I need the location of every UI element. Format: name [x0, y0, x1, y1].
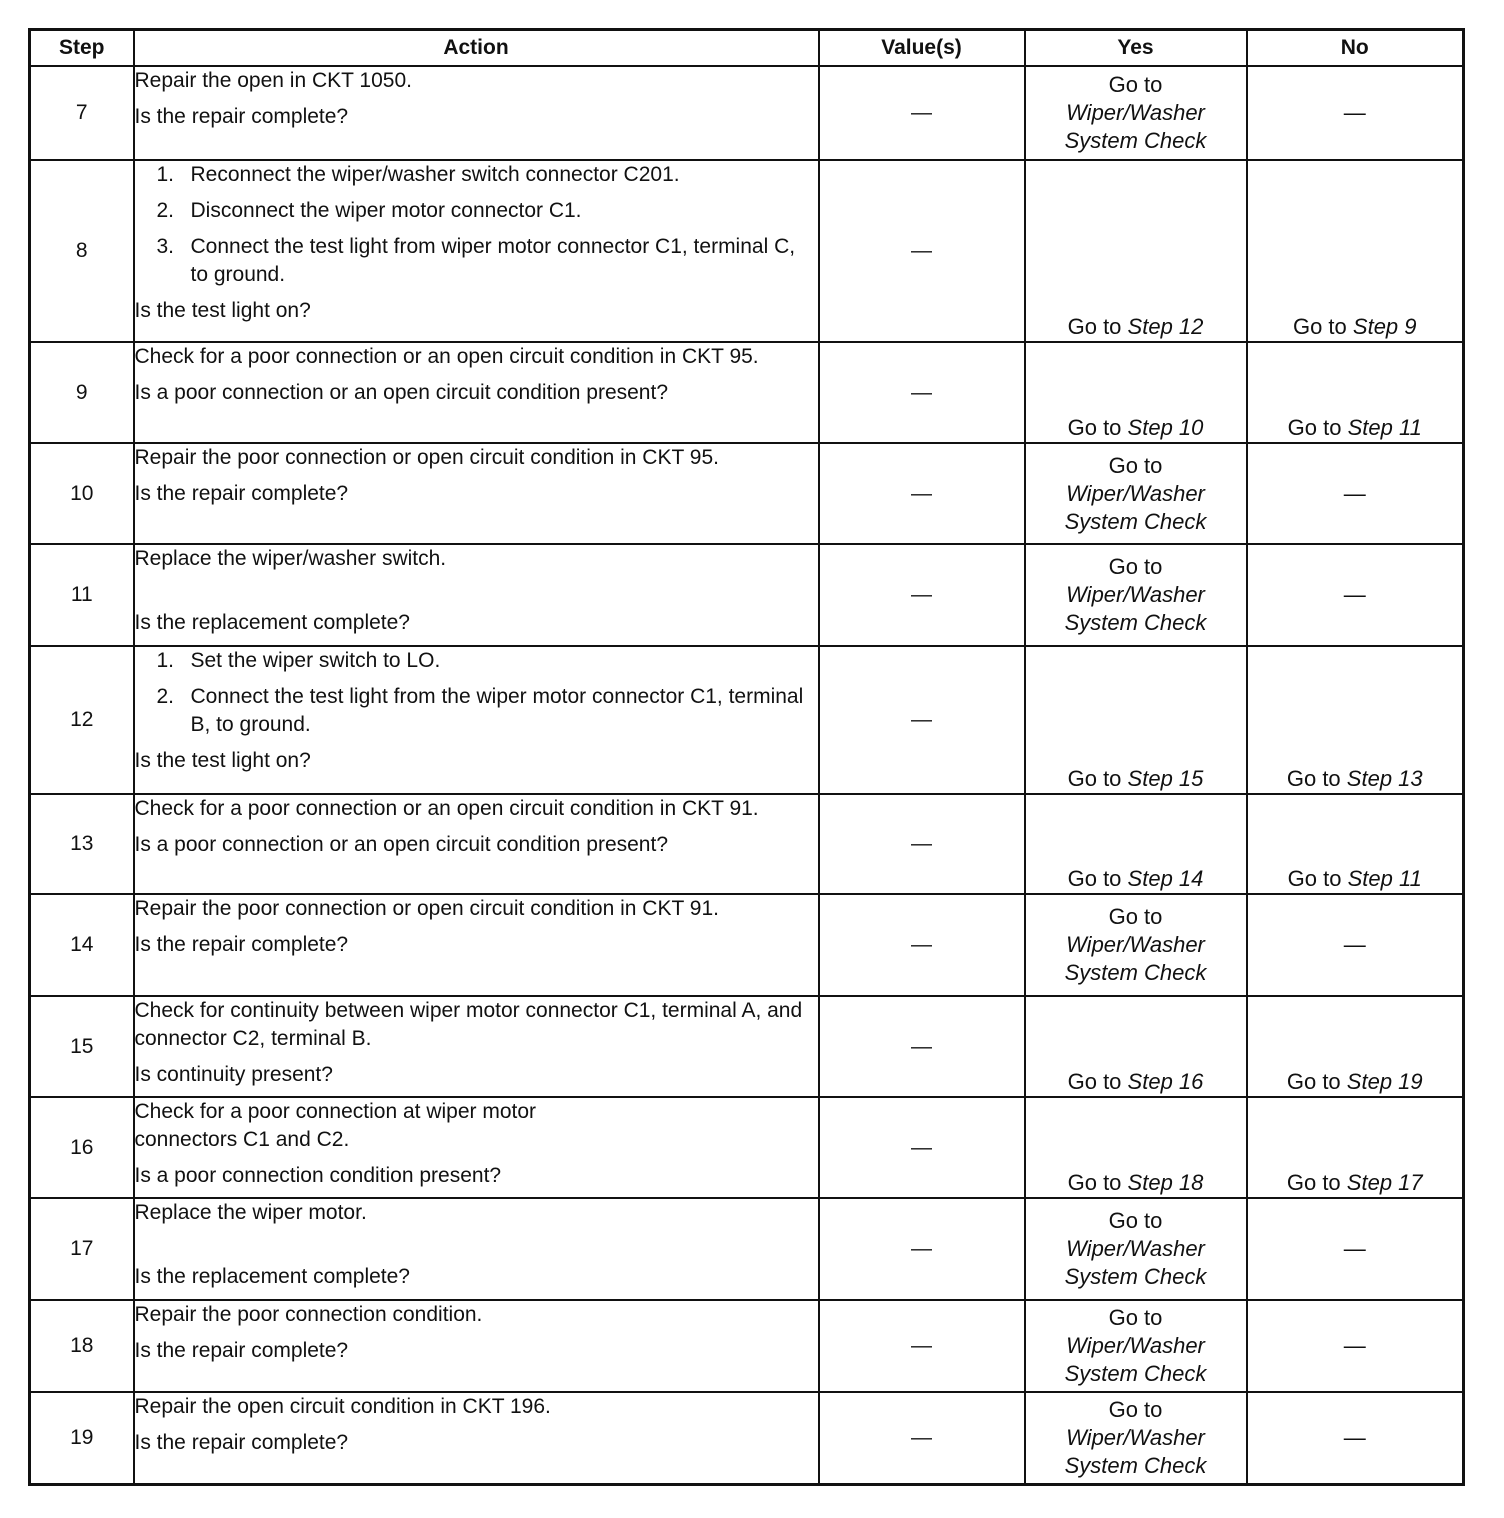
no-cell: [1247, 646, 1464, 794]
header-step: Step: [30, 30, 134, 67]
goto-ref-line1: Wiper/Washer: [1066, 932, 1205, 957]
goto-label: Go to: [1108, 554, 1163, 579]
yes-cell: [1025, 66, 1247, 160]
goto-step: Step 18: [1127, 1170, 1204, 1195]
action-question: Is the test light on?: [134, 299, 311, 322]
action-text: Check for a poor connection at wiper motor connectors C1 and C2.: [134, 1100, 537, 1151]
action-text: Replace the wiper/washer switch.: [134, 547, 447, 570]
no-cell: [1247, 794, 1464, 894]
goto-step: Step 10: [1127, 415, 1204, 440]
yes-cell: [1025, 1097, 1247, 1198]
value-cell: —: [819, 443, 1025, 544]
goto-step: Step 19: [1346, 1069, 1423, 1094]
diagnostic-table: [28, 28, 1465, 1486]
action-text: Repair the poor connection or open circuit condition in CKT 95.: [134, 446, 719, 469]
no-cell: —: [1247, 1392, 1464, 1484]
list-item: 3. Connect the test light from wiper motor connector C1, terminal C, to ground.: [156, 235, 796, 286]
value-cell: —: [819, 66, 1025, 160]
list-item: 1. Set the wiper switch to LO.: [156, 649, 441, 672]
no-cell: —: [1247, 544, 1464, 646]
step-number: 19: [30, 1392, 134, 1484]
goto-label: Go to: [1108, 1208, 1163, 1233]
value-cell: —: [819, 894, 1025, 996]
step-number: 12: [30, 646, 134, 794]
goto-ref-line1: Wiper/Washer: [1066, 1333, 1205, 1358]
action-cell: [134, 66, 819, 160]
goto-ref-line2: System Check: [1064, 1452, 1207, 1478]
yes-cell: [1025, 794, 1247, 894]
value-cell: —: [819, 160, 1025, 342]
goto-ref-line2: System Check: [1064, 508, 1207, 534]
yes-cell: [1025, 646, 1247, 794]
value-cell: —: [819, 1198, 1025, 1300]
action-cell: [134, 443, 819, 544]
table-row: [30, 443, 1464, 544]
action-text: Repair the open circuit condition in CKT 196.: [134, 1395, 551, 1418]
goto-step: Step 15: [1127, 766, 1204, 791]
list-item: 2. Connect the test light from the wiper motor connector C1, terminal B, to ground.: [156, 685, 804, 736]
goto-ref-line2: System Check: [1064, 128, 1207, 153]
action-cell: [134, 646, 819, 794]
action-cell: [134, 894, 819, 996]
step-number: 11: [30, 544, 134, 646]
step-number: 7: [30, 66, 134, 160]
action-cell: [134, 1392, 819, 1484]
action-question: Is the repair complete?: [134, 1339, 349, 1362]
goto-step: Step 11: [1347, 866, 1422, 891]
no-cell: —: [1247, 1198, 1464, 1300]
no-cell: —: [1247, 66, 1464, 160]
table-row: [30, 646, 1464, 794]
table-row: [30, 1392, 1464, 1484]
action-question: Is the repair complete?: [134, 482, 349, 505]
action-list: [135, 161, 818, 289]
goto-ref-line1: Wiper/Washer: [1066, 1236, 1205, 1261]
step-number: 17: [30, 1198, 134, 1300]
no-cell: —: [1247, 894, 1464, 996]
goto-step: Step 13: [1346, 766, 1423, 791]
action-question: Is the repair complete?: [134, 933, 349, 956]
no-cell: [1247, 996, 1464, 1097]
action-question: Is a poor connection or an open circuit condition present?: [134, 381, 669, 404]
goto-label: Go to: [1108, 1305, 1163, 1330]
table-row: [30, 894, 1464, 996]
goto-ref-line1: Wiper/Washer: [1066, 100, 1205, 125]
goto-label: Go to: [1108, 452, 1163, 478]
goto-ref-line2: System Check: [1064, 1264, 1207, 1289]
yes-cell: [1025, 996, 1247, 1097]
value-cell: —: [819, 1300, 1025, 1392]
list-item: 1. Reconnect the wiper/washer switch connector C201.: [156, 163, 680, 186]
header-no: No: [1247, 30, 1464, 67]
table-row: [30, 544, 1464, 646]
table-row: [30, 996, 1464, 1097]
action-cell: [134, 544, 819, 646]
goto-ref-line2: System Check: [1064, 1361, 1207, 1386]
action-cell: [134, 794, 819, 894]
table-row: [30, 1198, 1464, 1300]
action-question: Is the repair complete?: [134, 1431, 349, 1454]
no-cell: —: [1247, 443, 1464, 544]
step-number: 14: [30, 894, 134, 996]
yes-cell: [1025, 1392, 1247, 1484]
action-cell: [134, 1300, 819, 1392]
goto-label: Go to: [1292, 314, 1347, 339]
step-number: 13: [30, 794, 134, 894]
goto-label: Go to: [1287, 866, 1342, 891]
goto-ref-line2: System Check: [1064, 960, 1207, 985]
header-row: [30, 30, 1464, 67]
goto-ref-line1: Wiper/Washer: [1066, 582, 1205, 607]
header-action: Action: [134, 30, 819, 67]
step-number: 16: [30, 1097, 134, 1198]
header-yes: Yes: [1025, 30, 1247, 67]
goto-step: Step 14: [1127, 866, 1204, 891]
table-row: [30, 1097, 1464, 1198]
value-cell: —: [819, 996, 1025, 1097]
value-cell: —: [819, 1097, 1025, 1198]
value-cell: —: [819, 342, 1025, 443]
goto-step: Step 16: [1127, 1069, 1204, 1094]
action-list: [135, 647, 818, 739]
goto-label: Go to: [1108, 1396, 1163, 1422]
step-number: 9: [30, 342, 134, 443]
goto-label: Go to: [1286, 1069, 1341, 1094]
table-row: [30, 66, 1464, 160]
value-cell: —: [819, 794, 1025, 894]
value-cell: —: [819, 646, 1025, 794]
goto-ref-line1: Wiper/Washer: [1066, 1424, 1205, 1450]
step-number: 8: [30, 160, 134, 342]
no-cell: [1247, 342, 1464, 443]
action-text: Repair the open in CKT 1050.: [134, 69, 412, 92]
action-text: Repair the poor connection condition.: [134, 1303, 483, 1326]
no-cell: [1247, 160, 1464, 342]
goto-step: Step 17: [1346, 1170, 1423, 1195]
action-question: Is the replacement complete?: [134, 611, 410, 634]
action-cell: [134, 1198, 819, 1300]
goto-label: Go to: [1286, 766, 1341, 791]
action-question: Is a poor connection condition present?: [134, 1164, 502, 1187]
yes-cell: [1025, 342, 1247, 443]
goto-label: Go to: [1067, 866, 1122, 891]
action-question: Is continuity present?: [134, 1063, 333, 1086]
goto-label: Go to: [1287, 415, 1342, 440]
goto-label: Go to: [1067, 1069, 1122, 1094]
action-question: Is a poor connection or an open circuit condition present?: [134, 833, 669, 856]
yes-cell: [1025, 443, 1247, 544]
action-question: Is the replacement complete?: [134, 1265, 410, 1288]
table-row: [30, 160, 1464, 342]
yes-cell: [1025, 160, 1247, 342]
goto-ref-line1: Wiper/Washer: [1066, 480, 1205, 506]
action-text: Check for continuity between wiper motor connector C1, terminal A, and connector C2, terminal B.: [134, 999, 803, 1050]
step-number: 10: [30, 443, 134, 544]
yes-cell: [1025, 894, 1247, 996]
action-cell: [134, 342, 819, 443]
goto-label: Go to: [1286, 1170, 1341, 1195]
table-row: [30, 1300, 1464, 1392]
goto-step: Step 11: [1347, 415, 1422, 440]
goto-step: Step 9: [1352, 314, 1417, 339]
yes-cell: [1025, 1198, 1247, 1300]
action-cell: [134, 160, 819, 342]
action-text: Replace the wiper motor.: [134, 1201, 367, 1224]
goto-label: Go to: [1108, 72, 1163, 97]
yes-cell: [1025, 544, 1247, 646]
action-question: Is the repair complete?: [134, 105, 349, 128]
no-cell: —: [1247, 1300, 1464, 1392]
value-cell: —: [819, 1392, 1025, 1484]
yes-cell: [1025, 1300, 1247, 1392]
no-cell: [1247, 1097, 1464, 1198]
goto-label: Go to: [1067, 415, 1122, 440]
action-text: Check for a poor connection or an open circuit condition in CKT 91.: [134, 797, 759, 820]
goto-ref-line2: System Check: [1064, 610, 1207, 635]
action-question: Is the test light on?: [134, 749, 311, 772]
goto-label: Go to: [1067, 1170, 1122, 1195]
goto-label: Go to: [1067, 766, 1122, 791]
action-text: Repair the poor connection or open circuit condition in CKT 91.: [134, 897, 719, 920]
step-number: 18: [30, 1300, 134, 1392]
table-row: [30, 342, 1464, 443]
step-number: 15: [30, 996, 134, 1097]
goto-label: Go to: [1108, 904, 1163, 929]
goto-step: Step 12: [1127, 314, 1204, 339]
action-text: Check for a poor connection or an open circuit condition in CKT 95.: [134, 345, 759, 368]
value-cell: —: [819, 544, 1025, 646]
action-cell: [134, 996, 819, 1097]
goto-label: Go to: [1067, 314, 1122, 339]
list-item: 2. Disconnect the wiper motor connector C1.: [156, 199, 582, 222]
header-values: Value(s): [819, 30, 1025, 67]
table-row: [30, 794, 1464, 894]
action-cell: [134, 1097, 819, 1198]
